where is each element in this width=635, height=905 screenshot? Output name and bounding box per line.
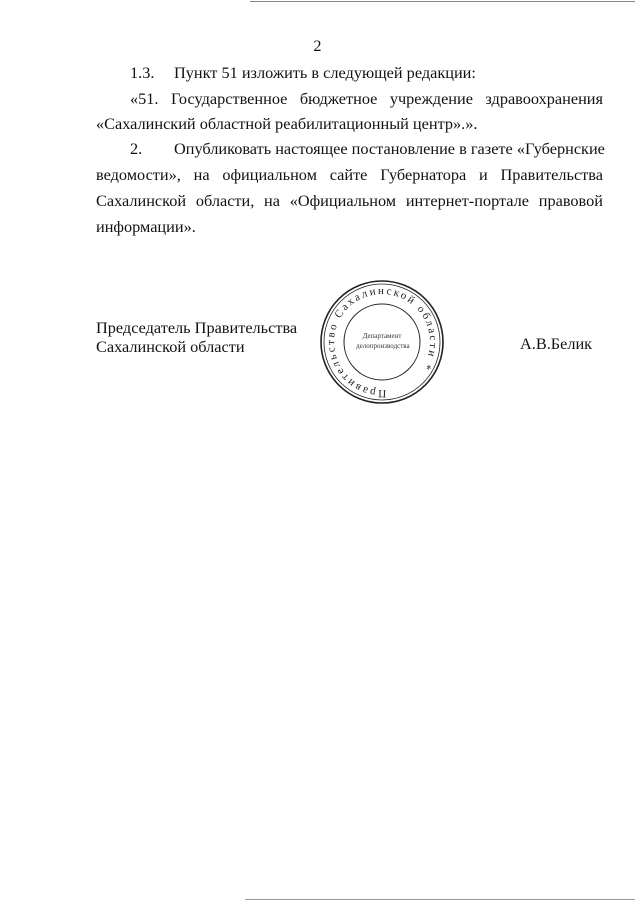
item-51-line1: «51. Государственное бюджетное учреждение здравоохранения [130, 89, 603, 108]
signature-title-line2: Сахалинской области [96, 337, 245, 356]
item-1-3 [96, 63, 603, 83]
seal-center-text: Департамент делопроизводства [354, 332, 410, 350]
official-seal [318, 278, 446, 406]
item-2-line1 [96, 139, 603, 159]
item-1-3-text: Пункт 51 изложить в следующей редакции: [174, 63, 476, 82]
item-2-line3: Сахалинской области, на «Официальном интернет-портале правовой [96, 191, 603, 210]
item-51-line2: «Сахалинский областной реабилитационный центр».». [96, 114, 478, 133]
scan-edge-bottom [245, 899, 635, 900]
signature-title [96, 318, 297, 356]
item-2-line4: информации». [96, 217, 196, 236]
scan-edge-top [250, 1, 635, 2]
item-2-number: 2. [130, 139, 143, 158]
item-1-3-number: 1.3. [130, 63, 155, 82]
page-number: 2 [313, 36, 322, 55]
item-2-text: Опубликовать настоящее постановление в газете «Губернские [174, 139, 605, 158]
item-2-line2: ведомости», на официальном сайте Губернатора и Правительства [96, 165, 603, 184]
signature-title-line1: Председатель Правительства [96, 318, 298, 337]
signatory-name: А.В.Белик [520, 334, 593, 353]
seal-ring-text: Правительство Сахалинской области * [324, 284, 440, 400]
